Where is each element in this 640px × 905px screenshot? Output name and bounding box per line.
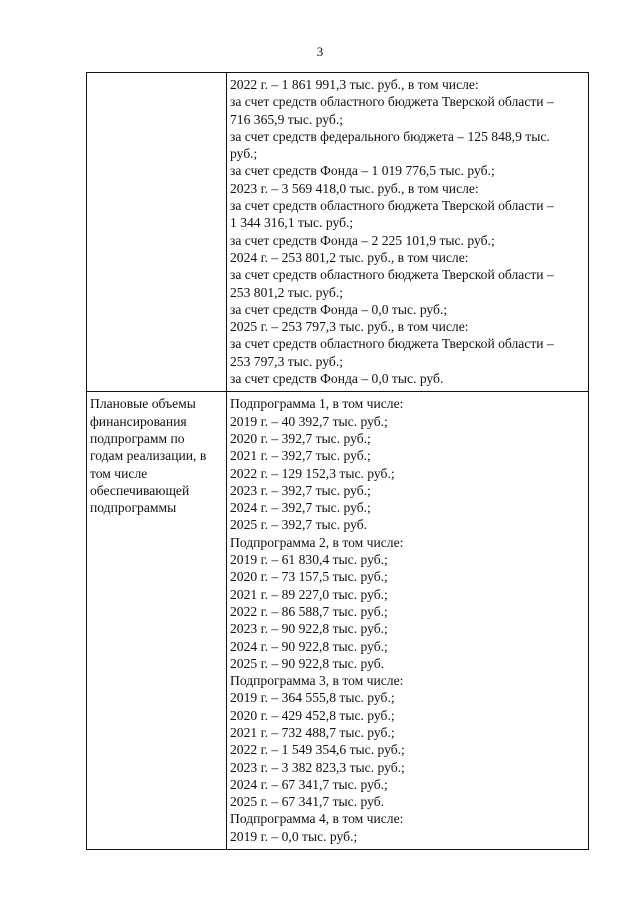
text-line: 2024 г. – 90 922,8 тыс. руб.; — [230, 638, 388, 654]
table-cell-label — [87, 392, 227, 850]
text-line: обеспечивающей — [90, 482, 190, 498]
text-line: 2020 г. – 392,7 тыс. руб.; — [230, 430, 371, 446]
text-line: 2024 г. – 67 341,7 тыс. руб.; — [230, 776, 388, 792]
table-row — [87, 73, 589, 392]
text-line: за счет средств областного бюджета Тверской области – — [230, 336, 554, 352]
text-line: 2023 г. – 3 382 823,3 тыс. руб.; — [230, 759, 405, 775]
text-line: 2019 г. – 61 830,4 тыс. руб.; — [230, 552, 388, 568]
page-number: 3 — [316, 44, 324, 59]
table-row — [87, 392, 589, 850]
text-line: 2020 г. – 73 157,5 тыс. руб.; — [230, 569, 388, 585]
text-line: финансирования — [90, 413, 187, 429]
table-cell-label — [87, 73, 227, 392]
text-line: за счет средств областного бюджета Тверской области – — [230, 198, 554, 214]
text-line: руб.; — [230, 146, 258, 162]
cell-content — [87, 73, 226, 80]
text-line: подпрограммы — [90, 500, 177, 516]
text-line: за счет средств Фонда – 1 019 776,5 тыс. руб.; — [230, 163, 495, 179]
cell-content — [87, 392, 226, 520]
text-line: 2019 г. – 364 555,8 тыс. руб.; — [230, 690, 395, 706]
text-line: 1 344 316,1 тыс. руб.; — [230, 215, 354, 231]
text-line: Подпрограмма 1, в том числе: — [230, 396, 404, 412]
text-line: Плановые объемы — [90, 396, 196, 412]
text-line: 2024 г. – 392,7 тыс. руб.; — [230, 500, 371, 516]
text-line: за счет средств Фонда – 0,0 тыс. руб. — [230, 371, 444, 387]
text-line: 253 797,3 тыс. руб.; — [230, 353, 344, 369]
text-line: подпрограмм по — [90, 430, 185, 446]
text-line: 2022 г. – 86 588,7 тыс. руб.; — [230, 603, 388, 619]
cell-content — [227, 392, 588, 849]
cell-content — [227, 73, 588, 391]
text-line: за счет средств областного бюджета Тверской области – — [230, 267, 554, 283]
text-line: 2025 г. – 253 797,3 тыс. руб., в том числе: — [230, 319, 469, 335]
text-line: за счет средств Фонда – 2 225 101,9 тыс. руб.; — [230, 232, 495, 248]
text-line: 2025 г. – 90 922,8 тыс. руб. — [230, 655, 385, 671]
text-line: 2020 г. – 429 452,8 тыс. руб.; — [230, 707, 395, 723]
text-line: 2019 г. – 0,0 тыс. руб.; — [230, 828, 358, 844]
text-line: за счет средств областного бюджета Тверской области – — [230, 94, 554, 110]
text-line: 2023 г. – 90 922,8 тыс. руб.; — [230, 621, 388, 637]
table-cell-values — [227, 392, 589, 850]
text-line: 253 801,2 тыс. руб.; — [230, 284, 344, 300]
financing-table — [86, 72, 589, 850]
text-line: 2025 г. – 392,7 тыс. руб. — [230, 517, 368, 533]
text-line: том числе — [90, 465, 148, 481]
text-line: 2023 г. – 392,7 тыс. руб.; — [230, 482, 371, 498]
text-line: 716 365,9 тыс. руб.; — [230, 111, 344, 127]
text-line: Подпрограмма 2, в том числе: — [230, 534, 404, 550]
text-line: Подпрограмма 4, в том числе: — [230, 811, 404, 827]
text-line: Подпрограмма 3, в том числе: — [230, 673, 404, 689]
table-cell-values — [227, 73, 589, 392]
text-line: 2021 г. – 89 227,0 тыс. руб.; — [230, 586, 388, 602]
text-line: за счет средств федерального бюджета – 125 848,9 тыс. — [230, 128, 550, 144]
text-line: 2022 г. – 1 861 991,3 тыс. руб., в том числе: — [230, 77, 479, 92]
text-line: годам реализации, в — [90, 448, 207, 464]
text-line: за счет средств Фонда – 0,0 тыс. руб.; — [230, 301, 448, 317]
text-line: 2022 г. – 1 549 354,6 тыс. руб.; — [230, 742, 405, 758]
text-line: 2021 г. – 732 488,7 тыс. руб.; — [230, 724, 395, 740]
text-line: 2024 г. – 253 801,2 тыс. руб., в том числе: — [230, 249, 469, 265]
text-line: 2019 г. – 40 392,7 тыс. руб.; — [230, 413, 388, 429]
text-line: 2023 г. – 3 569 418,0 тыс. руб., в том числе: — [230, 180, 479, 196]
text-line: 2022 г. – 129 152,3 тыс. руб.; — [230, 465, 395, 481]
text-line: 2021 г. – 392,7 тыс. руб.; — [230, 448, 371, 464]
text-line: 2025 г. – 67 341,7 тыс. руб. — [230, 794, 385, 810]
